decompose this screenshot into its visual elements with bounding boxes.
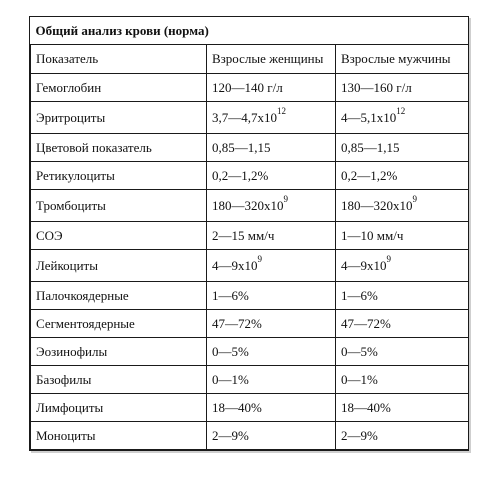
men-value-cell-exponent: 12 (396, 106, 406, 117)
table-row (31, 190, 469, 222)
men-value-cell (336, 394, 469, 422)
men-value-cell-text: 2—9% (341, 427, 378, 443)
women-value-cell-text: 2—9% (212, 427, 249, 443)
indicator-cell (31, 394, 207, 422)
table-caption: Общий анализ крови (норма) (31, 17, 469, 45)
men-value-cell-text: 130—160 г/л (341, 79, 412, 95)
table-row (31, 310, 469, 338)
men-value-cell (336, 310, 469, 338)
women-value-cell (207, 338, 336, 366)
men-value-cell (336, 222, 469, 250)
men-value-cell-text: 0—1% (341, 371, 378, 387)
women-value-cell-text: 0,85—1,15 (212, 139, 271, 155)
women-value-cell-exponent: 12 (277, 106, 286, 117)
men-value-cell (336, 250, 469, 282)
table-row (31, 74, 469, 102)
table-row (31, 366, 469, 394)
men-value-cell-text: 1—6% (341, 287, 378, 303)
indicator-cell (31, 134, 207, 162)
women-value-cell (207, 74, 336, 102)
header-women: Взрослые женщины (207, 45, 336, 74)
women-value-cell-text: 120—140 г/л (212, 79, 283, 95)
table-row (31, 422, 469, 450)
men-value-cell (336, 366, 469, 394)
table-row (31, 394, 469, 422)
indicator-cell (31, 102, 207, 134)
women-value-cell (207, 394, 336, 422)
indicator-cell (31, 366, 207, 394)
indicator-cell-text: Сегментоядерные (36, 315, 135, 331)
women-value-cell-text: 0—5% (212, 343, 249, 359)
men-value-cell (336, 162, 469, 190)
indicator-cell (31, 74, 207, 102)
indicator-cell-text: Ретикулоциты (36, 167, 115, 183)
men-value-cell-text: 18—40% (341, 399, 391, 415)
women-value-cell-text: 18—40% (212, 399, 262, 415)
women-value-cell (207, 190, 336, 222)
men-value-cell (336, 422, 469, 450)
women-value-cell-exponent: 9 (257, 254, 262, 265)
women-value-cell (207, 250, 336, 282)
blood-test-table (30, 17, 469, 450)
indicator-cell-text: Моноциты (36, 427, 96, 443)
indicator-cell-text: Лейкоциты (36, 257, 98, 273)
indicator-cell-text: Цветовой показатель (36, 139, 152, 155)
indicator-cell-text: Палочкоядерные (36, 287, 129, 303)
women-value-cell (207, 282, 336, 310)
indicator-cell-text: СОЭ (36, 227, 63, 243)
men-value-cell-exponent: 9 (386, 254, 391, 265)
men-value-cell (336, 102, 469, 134)
women-value-cell (207, 102, 336, 134)
indicator-cell-text: Лимфоциты (36, 399, 104, 415)
men-value-cell-text: 4—5,1x10 (341, 109, 397, 125)
women-value-cell-text: 2—15 мм/ч (212, 227, 275, 243)
indicator-cell (31, 310, 207, 338)
indicator-cell-text: Эозинофилы (36, 343, 108, 359)
men-value-cell-text: 180—320x10 (341, 197, 413, 213)
women-value-cell-text: 0,2—1,2% (212, 167, 269, 183)
header-row (31, 45, 469, 74)
table-row (31, 282, 469, 310)
indicator-cell-text: Базофилы (36, 371, 92, 387)
women-value-cell (207, 134, 336, 162)
table-row (31, 162, 469, 190)
indicator-cell (31, 422, 207, 450)
women-value-cell-text: 1—6% (212, 287, 249, 303)
men-value-cell (336, 282, 469, 310)
blood-test-table-frame (29, 16, 469, 451)
indicator-cell (31, 338, 207, 366)
indicator-cell (31, 282, 207, 310)
table-row (31, 102, 469, 134)
indicator-cell-text: Тромбоциты (36, 197, 106, 213)
men-value-cell-exponent: 9 (412, 194, 417, 205)
indicator-cell (31, 222, 207, 250)
indicator-cell (31, 190, 207, 222)
indicator-cell-text: Гемоглобин (36, 79, 102, 95)
indicator-cell-text: Эритроциты (36, 109, 106, 125)
men-value-cell (336, 74, 469, 102)
men-value-cell-text: 1—10 мм/ч (341, 227, 404, 243)
header-indicator: Показатель (31, 45, 207, 74)
men-value-cell-text: 0—5% (341, 343, 378, 359)
men-value-cell-text: 4—9x10 (341, 257, 387, 273)
indicator-cell (31, 250, 207, 282)
table-row (31, 250, 469, 282)
women-value-cell-text: 4—9x10 (212, 257, 258, 273)
men-value-cell-text: 47—72% (341, 315, 391, 331)
men-value-cell-text: 0,85—1,15 (341, 139, 400, 155)
women-value-cell (207, 162, 336, 190)
header-men: Взрослые мужчины (336, 45, 469, 74)
men-value-cell (336, 190, 469, 222)
women-value-cell (207, 422, 336, 450)
men-value-cell (336, 134, 469, 162)
women-value-cell-text: 180—320x10 (212, 197, 284, 213)
women-value-cell-text: 47—72% (212, 315, 262, 331)
men-value-cell (336, 338, 469, 366)
women-value-cell-text: 0—1% (212, 371, 249, 387)
table-row (31, 222, 469, 250)
women-value-cell (207, 310, 336, 338)
women-value-cell (207, 366, 336, 394)
women-value-cell-text: 3,7—4,7x10 (212, 109, 277, 125)
men-value-cell-text: 0,2—1,2% (341, 167, 398, 183)
table-row (31, 338, 469, 366)
women-value-cell-exponent: 9 (283, 194, 288, 205)
women-value-cell (207, 222, 336, 250)
indicator-cell (31, 162, 207, 190)
table-row (31, 134, 469, 162)
